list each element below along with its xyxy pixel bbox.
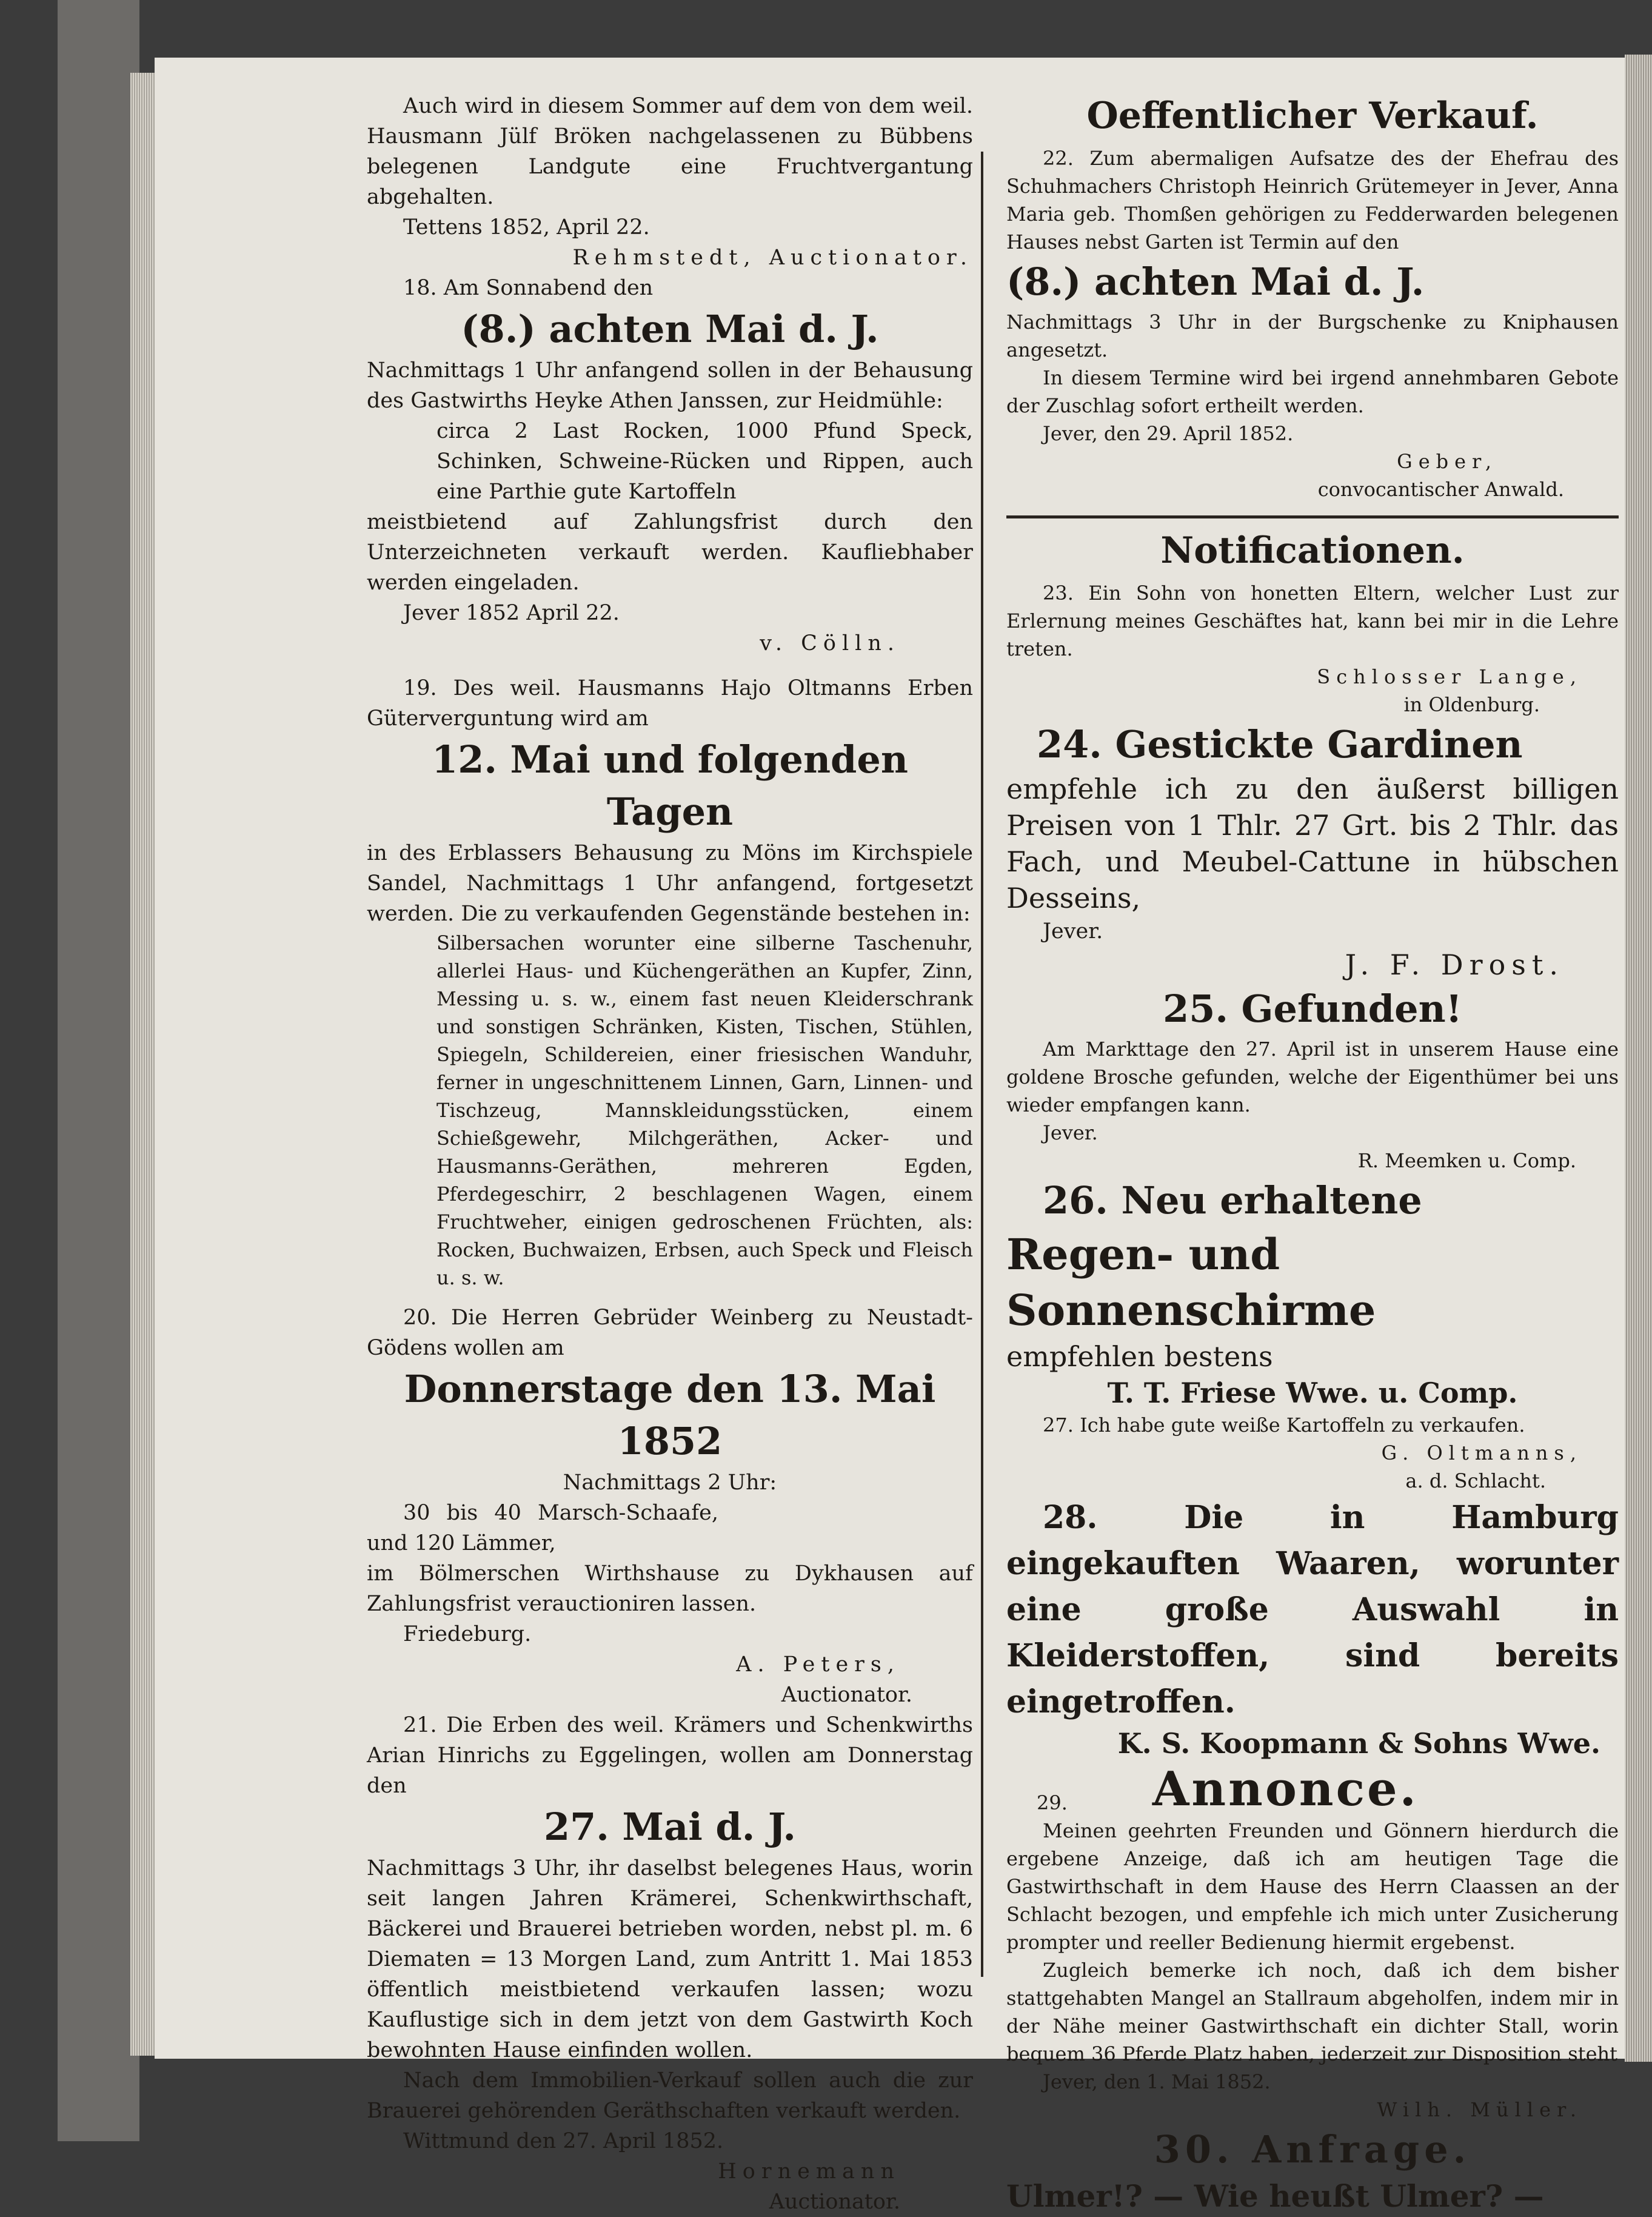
notice-place-date: Jever, den 29. April 1852. — [1043, 422, 1294, 445]
notice-text-2: Nachmittags 3 Uhr in der Burgschenke zu Kniphausen angesetzt. — [1006, 310, 1619, 361]
notice-product-headline: Regen- und Sonnenschirme — [1006, 1229, 1376, 1335]
notice-signature: Geber, — [1397, 450, 1497, 473]
notice-signature-place: in Oldenburg. — [1403, 693, 1540, 716]
notice-fruchtvergantung — [367, 91, 973, 273]
section-heading-verkauf: Oeffentlicher Verkauf. — [1086, 95, 1539, 137]
notice-date-headline: (8.) achten Mai d. J. — [1006, 260, 1425, 304]
notice-text: Ulmer!? — Wie heußt Ulmer? — — [1006, 2178, 1544, 2214]
notice-24 — [1006, 719, 1619, 983]
notice-signature-title: Auctionator. — [781, 1683, 912, 1707]
notice-place-date: Jever 1852 April 22. — [403, 601, 620, 625]
notice-27 — [1006, 1411, 1619, 1495]
notice-28 — [1006, 1495, 1619, 1762]
notice-text: 23. Ein Sohn von honetten Eltern, welcher Lust zur Erlernung meines Geschäftes hat, kann bei mir in die Lehre treten. — [1006, 582, 1619, 660]
column-divider — [981, 152, 983, 1977]
notice-date-headline: Donnerstage den 13. Mai 1852 — [404, 1367, 936, 1463]
notice-signature: G. Oltmanns, — [1381, 1441, 1582, 1464]
notice-time: Nachmittags 2 Uhr: — [563, 1471, 777, 1495]
notice-signature: v. Cölln. — [760, 631, 900, 656]
notice-text: empfehle ich zu den äußerst billigen Preisen von 1 Thlr. 27 Grt. bis 2 Thlr. das Fach, und Meubel-Cattune in hübschen Desseins, — [1006, 773, 1619, 914]
notice-signature: Rehmstedt, Auctionator. — [572, 246, 973, 270]
section-heading-notificationen: Notificationen. — [1160, 529, 1465, 572]
notice-text: in des Erblassers Behausung zu Möns im Kirchspiele Sandel, Nachmittags 1 Uhr anfangend, fortgesetzt werden. Die zu verkaufenden Gegenstände bestehen in: — [367, 841, 973, 926]
notice-18 — [367, 273, 973, 659]
notice-items: 30 bis 40 Marsch-Schaafe, und 120 Lämmer, — [367, 1501, 718, 1555]
section-divider — [1006, 515, 1619, 518]
notice-headline: Annonce. — [1152, 1762, 1419, 1817]
left-column — [367, 91, 973, 2217]
notice-signature: K. S. Koopmann & Sohns Wwe. — [1117, 1727, 1600, 1760]
notice-signature-place: a. d. Schlacht. — [1405, 1469, 1546, 1492]
notice-signature: Wilh. Müller. — [1377, 2098, 1582, 2121]
notice-20 — [367, 1303, 973, 1710]
notice-place: Jever. — [1043, 919, 1103, 944]
notice-22 — [1006, 144, 1619, 503]
notice-text-2: Nach dem Immobilien-Verkauf sollen auch die zur Brauerei gehörenden Geräthschaften verkauft werden. — [367, 2068, 973, 2123]
notice-date: Tettens 1852, April 22. — [403, 215, 650, 240]
notice-text-2: meistbietend auf Zahlungsfrist durch den Unterzeichneten verkauft werden. Kaufliebhaber werden eingeladen. — [367, 510, 973, 595]
notice-23 — [1006, 579, 1619, 719]
notice-date-headline: 12. Mai und folgenden Tagen — [432, 737, 908, 834]
notice-text: Am Markttage den 27. April ist in unserem Hause eine goldene Brosche gefunden, welche der Eigenthümer bei uns wieder empfangen kann. — [1006, 1038, 1619, 1116]
notice-text-3: In diesem Termine wird bei irgend annehmbaren Gebote der Zuschlag sofort ertheilt werden. — [1006, 366, 1619, 417]
page-stack-right — [1625, 55, 1652, 2062]
notice-text: 22. Zum abermaligen Aufsatze des der Ehefrau des Schuhmachers Christoph Heinrich Grütemeyer in Jever, Anna Maria geb. Thomßen gehörigen zu Fedderwarden belegenen Hauses nebst Garten ist Termin auf den — [1006, 147, 1619, 253]
notice-place: Jever. — [1043, 1121, 1098, 1144]
notice-text: im Bölmerschen Wirthshause zu Dykhausen auf Zahlungsfrist verauctioniren lassen. — [367, 1561, 973, 1616]
notice-text: Nachmittags 3 Uhr, ihr daselbst belegenes Haus, worin seit langen Jahren Krämerei, Schenkwirthschaft, Bäckerei und Brauerei betrieben worden, nebst pl. m. 6 Diematen = 13 Morgen Land, zum Antritt 1. Mai 1853 öffentlich meistbietend verkaufen lassen; wozu Kauflustige sich in dem jetzt von dem Gastwirth Koch bewohnten Hause einfinden wollen. — [367, 1856, 973, 2062]
notice-headline: 30. Anfrage. — [1154, 2127, 1471, 2172]
notice-headline: 26. Neu erhaltene — [1043, 1178, 1422, 1223]
notice-intro: 18. Am Sonnabend den — [403, 276, 654, 300]
notice-signature: T. T. Friese Wwe. u. Comp. — [1107, 1377, 1518, 1409]
notice-place-date: Wittmund den 27. April 1852. — [403, 2129, 724, 2153]
notice-intro: 20. Die Herren Gebrüder Weinberg zu Neustadt-Gödens wollen am — [367, 1306, 973, 1360]
notice-items: Silbersachen worunter eine silberne Taschenuhr, allerlei Haus- und Küchengeräthen an Kupfer, Zinn, Messing u. s. w., einem fast neuen Kleiderschrank und sonstigen Schränken, Kisten, Tischen, Stühlen, Spiegeln, Schildereien, einer friesischen Wanduhr, ferner in ungeschnittenem Linnen, Garn, Linnen- und Tischzeug, Mannskleidungsstücken, einem Schießgewehr, Milchgeräthen, Acker- und Hausmanns-Geräthen, mehreren Egden, Pferdegeschirr, 2 beschlagenen Wagen, einem Fruchtweher, einigen gedroschenen Früchten, als: Rocken, Buchwaizen, Erbsen, auch Speck und Fleisch u. s. w. — [436, 931, 973, 1289]
notice-intro: 21. Die Erben des weil. Krämers und Schenkwirths Arian Hinrichs zu Eggelingen, wollen am Donnerstag den — [367, 1713, 973, 1798]
notice-place-date: Jever, den 1. Mai 1852. — [1043, 2070, 1271, 2093]
notice-place: Friedeburg. — [403, 1622, 532, 1646]
notice-date-headline: 27. Mai d. J. — [543, 1805, 797, 1849]
notice-text: Meinen geehrten Freunden und Gönnern hierdurch die ergebene Anzeige, daß ich am heutigen Tage die Gastwirthschaft in dem Hause des Herrn Claassen an der Schlacht bezogen, und empfehle ich mich unter Zusicherung prompter und reeller Bedienung hiermit ergebenst. — [1006, 1819, 1619, 1954]
notice-signature: A. Peters, — [736, 1652, 900, 1677]
notice-signature: Hornemann — [718, 2159, 900, 2184]
notice-number: 29. — [1037, 1791, 1068, 1814]
notice-text-2: Zugleich bemerke ich noch, daß ich dem bisher stattgehabten Mangel an Stallraum abgeholfen, indem mir in der Nähe meiner Gastwirthschaft ein dichter Stall, worin bequem 36 Pferde Platz haben, jederzeit zur Disposition steht — [1006, 1959, 1619, 2065]
notice-headline-text: 28. Die in Hamburg eingekauften Waaren, worunter eine große Auswahl in Kleiderstoffen, sind bereits eingetroffen. — [1006, 1499, 1619, 1720]
notice-text: Nachmittags 1 Uhr anfangend sollen in der Behausung des Gastwirths Heyke Athen Janssen, zur Heidmühle: — [367, 358, 973, 413]
notice-intro: 19. Des weil. Hausmanns Hajo Oltmanns Erben Güterverguntung wird am — [367, 676, 973, 731]
notice-30 — [1006, 2124, 1619, 2217]
notice-headline: 25. Gefunden! — [1163, 987, 1462, 1031]
notice-items: circa 2 Last Rocken, 1000 Pfund Speck, Schinken, Schweine-Rücken und Rippen, auch eine Parthie gute Kartoffeln — [436, 419, 973, 504]
notice-29 — [1006, 1762, 1619, 2124]
right-column — [1006, 91, 1619, 2217]
notice-26 — [1006, 1175, 1619, 1411]
notice-25 — [1006, 983, 1619, 1175]
notice-signature-title: Auctionator. — [769, 2190, 900, 2214]
notice-headline: 24. Gestickte Gardinen — [1037, 722, 1523, 766]
notice-signature: R. Meemken u. Comp. — [1357, 1149, 1576, 1172]
notice-19 — [367, 673, 973, 1292]
notice-signature: Schlosser Lange, — [1317, 665, 1582, 688]
notice-text: Auch wird in diesem Sommer auf dem von dem weil. Hausmann Jülf Bröken nachgelassenen zu Bübbens belegenen Landgute eine Fruchtvergantung abgehalten. — [367, 94, 973, 209]
book-spine — [58, 0, 139, 2141]
notice-text: 27. Ich habe gute weiße Kartoffeln zu verkaufen. — [1043, 1414, 1525, 1437]
notice-signature: J. F. Drost. — [1345, 948, 1564, 981]
notice-date-headline: (8.) achten Mai d. J. — [461, 307, 879, 351]
notice-text: empfehlen bestens — [1006, 1340, 1273, 1373]
notice-signature-title: convocantischer Anwald. — [1317, 478, 1564, 501]
